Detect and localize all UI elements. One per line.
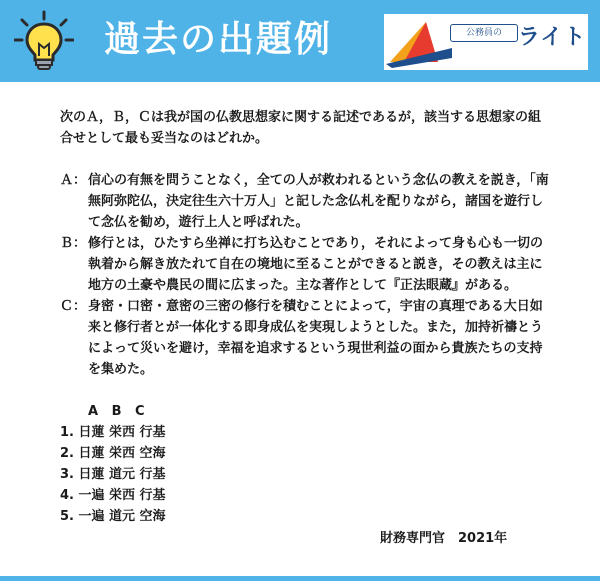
option-text: 信心の有無を問うことなく，全ての人が救われるという念仏の教えを説き，「南無阿弥陀仏，決定往生六十万人」と記した念仏札を配りながら，諸国を遊行して念仏を勧め，遊行上人と呼ばれた。	[88, 173, 549, 230]
lightbulb-icon	[14, 10, 74, 72]
bottom-bar	[0, 576, 600, 581]
option-text: 修行とは，ひたすら坐禅に打ち込むことであり，それによって身も心も一切の執着から解き放たれて自在の境地に至ることができると説き，その教えは主に地方の土豪や農民の間に広まった。主な著作として『正法眼蔵』がある。	[88, 236, 544, 293]
answer-choice-5: 5. 一遍 道元 空海	[60, 509, 166, 524]
brand-logo	[384, 14, 588, 70]
header-bar	[0, 0, 600, 82]
answer-choice-1: 1. 日蓮 栄西 行基	[60, 425, 166, 440]
answer-choice-3: 3. 日蓮 道元 行基	[60, 467, 166, 482]
option-a	[60, 170, 550, 233]
source-citation: 財務専門官 2021年	[380, 531, 508, 546]
page-title: 過去の出題例	[104, 19, 333, 60]
logo-mark-icon	[386, 18, 452, 68]
answer-choice-2: 2. 日蓮 栄西 空海	[60, 446, 166, 461]
option-label: Ｂ：	[60, 236, 87, 251]
logo-wordmark: ライト	[518, 25, 587, 50]
question-content	[60, 107, 550, 527]
answer-choice-4: 4. 一遍 栄西 行基	[60, 488, 166, 503]
question-text: 次のＡ，Ｂ，Ｃは我が国の仏教思想家に関する記述であるが，該当する思想家の組合せとして最も妥当なのはどれか。	[60, 110, 542, 146]
option-text: 身密・口密・意密の三密の修行を積むことによって，宇宙の真理である大日如来と修行者とが一体化する即身成仏を実現しようとした。また，加持祈禱とうによって災いを避け，幸福を追求するという現世利益の面から貴族たちの支持を集めた。	[88, 299, 544, 377]
logo-subtitle: 公務員の	[450, 24, 518, 42]
option-b	[60, 233, 550, 296]
option-c	[60, 296, 550, 380]
option-label: Ａ：	[60, 173, 87, 188]
option-label: Ｃ：	[60, 299, 87, 314]
answer-columns-header: A B C	[88, 404, 145, 419]
